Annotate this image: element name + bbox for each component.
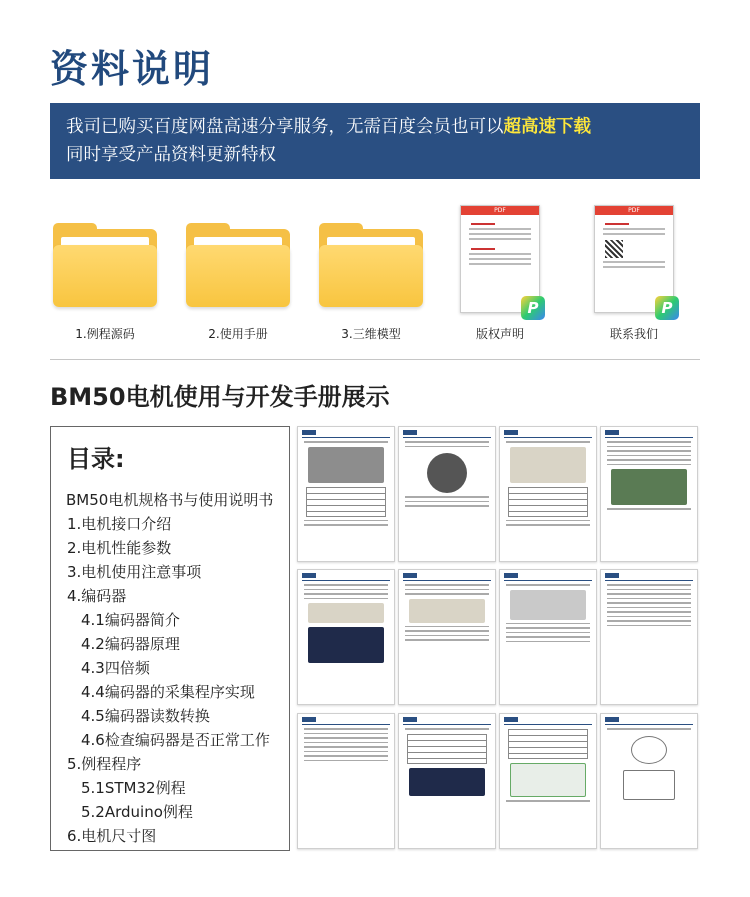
toc-item: 5.2Arduino例程: [81, 803, 193, 821]
toc-item: 4.6检查编码器是否正常工作: [81, 731, 270, 749]
manual-page-thumbnail[interactable]: [398, 569, 496, 705]
manual-page-thumbnails: [297, 426, 700, 851]
pdf-icon: [594, 205, 674, 317]
pdf-icon: [460, 205, 540, 317]
manual-page-thumbnail[interactable]: [600, 426, 698, 562]
info-banner: [50, 103, 700, 179]
toc-item: 5.1STM32例程: [81, 779, 186, 797]
manual-page-thumbnail[interactable]: [297, 569, 395, 705]
file-label: 联系我们: [609, 327, 658, 341]
toc-heading: 目录:: [67, 445, 125, 473]
file-item-manual[interactable]: [183, 205, 293, 342]
file-item-3d-model[interactable]: [316, 205, 426, 342]
page-title: 资料说明: [50, 47, 215, 91]
file-item-contact[interactable]: [579, 205, 689, 342]
folder-icon: [186, 223, 290, 307]
file-list: [50, 205, 700, 345]
pdf-app-icon: P: [655, 296, 679, 320]
banner-text: 我司已购买百度网盘高速分享服务，无需百度会员也可以: [66, 117, 504, 137]
toc-item: 4.3四倍频: [81, 659, 150, 677]
file-label: 1.例程源码: [75, 327, 135, 341]
pdf-badge-text: PDF: [595, 206, 673, 215]
toc-item: 3.电机使用注意事项: [67, 563, 202, 581]
file-label: 版权声明: [475, 327, 524, 341]
pdf-app-icon: P: [521, 296, 545, 320]
pdf-badge-text: PDF: [461, 206, 539, 215]
table-of-contents: [50, 426, 290, 851]
banner-line-1: [66, 113, 684, 141]
divider: [50, 359, 700, 360]
toc-item: 4.4编码器的采集程序实现: [81, 683, 255, 701]
qr-code-icon: [605, 240, 623, 258]
file-label: 2.使用手册: [208, 327, 268, 341]
folder-icon: [53, 223, 157, 307]
toc-item: 6.电机尺寸图: [67, 827, 157, 845]
manual-page-thumbnail[interactable]: [297, 426, 395, 562]
toc-item: 4.5编码器读数转换: [81, 707, 210, 725]
manual-page-thumbnail[interactable]: [398, 713, 496, 849]
section-title: BM50电机使用与开发手册展示: [50, 383, 390, 411]
toc-item: 5.例程程序: [67, 755, 142, 773]
toc-item: 4.编码器: [67, 587, 127, 605]
file-item-copyright[interactable]: [445, 205, 555, 342]
toc-item: BM50电机规格书与使用说明书: [66, 491, 274, 509]
toc-item: 4.1编码器简介: [81, 611, 180, 629]
manual-page-thumbnail[interactable]: [297, 713, 395, 849]
banner-highlight: 超高速下载: [503, 117, 591, 137]
manual-page-thumbnail[interactable]: [600, 713, 698, 849]
toc-item: 1.电机接口介绍: [67, 515, 172, 533]
folder-icon: [319, 223, 423, 307]
toc-item: 2.电机性能参数: [67, 539, 172, 557]
manual-page-thumbnail[interactable]: [499, 569, 597, 705]
manual-page-thumbnail[interactable]: [398, 426, 496, 562]
file-label: 3.三维模型: [341, 327, 401, 341]
toc-item: 4.2编码器原理: [81, 635, 180, 653]
banner-line-2: 同时享受产品资料更新特权: [66, 145, 276, 165]
manual-page-thumbnail[interactable]: [499, 426, 597, 562]
manual-page-thumbnail[interactable]: [499, 713, 597, 849]
file-item-source-code[interactable]: [50, 205, 160, 342]
manual-page-thumbnail[interactable]: [600, 569, 698, 705]
